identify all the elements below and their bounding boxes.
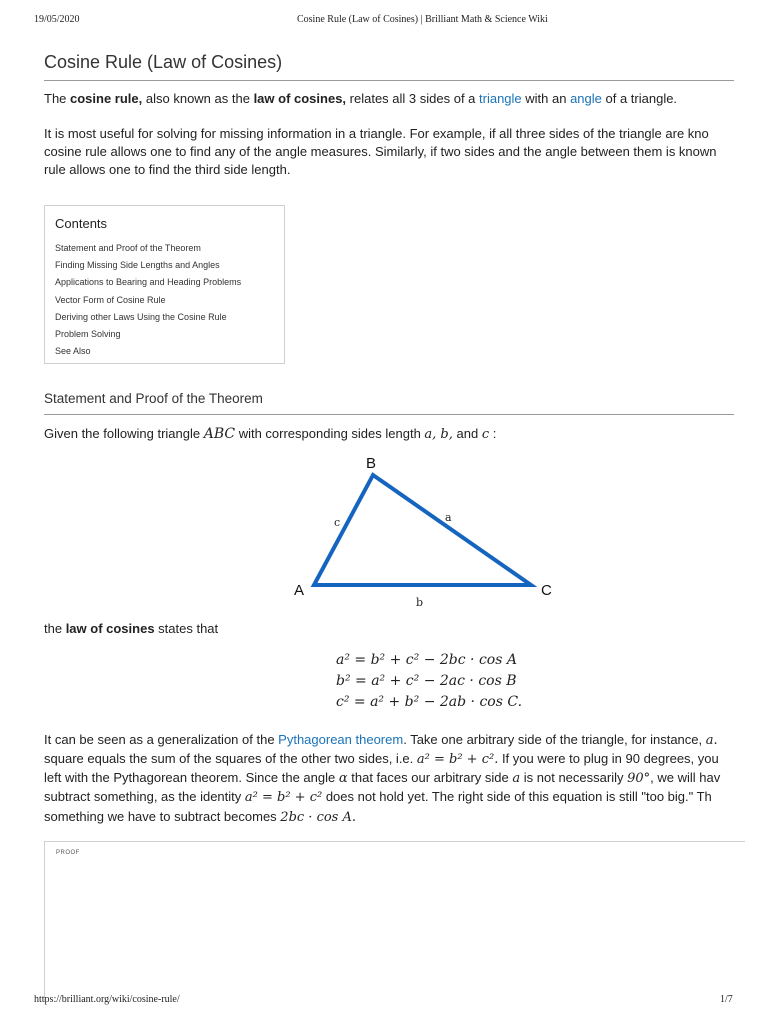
section-heading: Statement and Proof of the Theorem — [44, 391, 263, 406]
pythagorean-theorem-link[interactable]: Pythagorean theorem — [278, 732, 404, 747]
vertex-a-label: A — [294, 582, 305, 599]
usage-paragraph-line1: It is most useful for solving for missing information in a triangle. For example, if all three sides of the triangle are kno — [44, 126, 709, 141]
angle-link[interactable]: angle — [570, 91, 602, 106]
vertex-c-label: C — [541, 582, 552, 599]
contents-item[interactable]: Deriving other Laws Using the Cosine Rule — [55, 311, 227, 322]
contents-item[interactable]: Applications to Bearing and Heading Problems — [55, 277, 242, 288]
side-b-label: b — [416, 596, 424, 609]
proof-label: PROOF — [56, 850, 80, 856]
triangle-link[interactable]: triangle — [479, 91, 522, 106]
equation-c: c² = a² + b² − 2ab · cos C. — [336, 694, 523, 710]
side-c-label: c — [334, 516, 341, 529]
generalization-line3: left with the Pythagorean theorem. Since the angle α that faces our arbitrary side a is not necessarily 90°, we will hav — [44, 770, 721, 786]
print-date: 19/05/2020 — [34, 14, 80, 25]
print-url: https://brilliant.org/wiki/cosine-rule/ — [34, 994, 180, 1005]
law-sentence: the law of cosines states that — [44, 621, 219, 636]
contents-item[interactable]: Finding Missing Side Lengths and Angles — [55, 260, 220, 271]
intro-paragraph: The cosine rule, also known as the law of cosines, relates all 3 sides of a triangle with an angle of a triangle. — [44, 91, 678, 106]
print-page-title: Cosine Rule (Law of Cosines) | Brilliant Math & Science Wiki — [297, 14, 548, 25]
contents-title: Contents — [55, 216, 108, 231]
given-sentence: Given the following triangle ABC with corresponding sides length a, b, and c : — [44, 426, 497, 442]
equation-b: b² = a² + c² − 2ac · cos B — [336, 673, 517, 689]
generalization-line4: subtract something, as the identity a² = b² + c² does not hold yet. The right side of this equation is still "too big." Th — [44, 789, 712, 805]
usage-paragraph-line2: cosine rule allows one to find any of the angle measures. Similarly, if two sides and the angle between them is known — [44, 144, 717, 159]
vertex-b-label: B — [366, 455, 377, 472]
law-of-cosines-equations — [336, 650, 522, 713]
page-title: Cosine Rule (Law of Cosines) — [44, 52, 283, 72]
usage-paragraph-line3: rule allows one to find the third side length. — [44, 162, 291, 177]
equation-a: a² = b² + c² − 2bc · cos A — [336, 652, 517, 668]
side-a-label: a — [445, 511, 452, 524]
proof-box[interactable] — [44, 841, 745, 1002]
generalization-line1: It can be seen as a generalization of the Pythagorean theorem. Take one arbitrary side of the triangle, for instance, a. — [44, 732, 718, 748]
generalization-line2: square equals the sum of the squares of the other two sides, i.e. a² = b² + c². If you were to plug in 90 degrees, you — [44, 751, 719, 767]
contents-item[interactable]: Statement and Proof of the Theorem — [55, 243, 201, 253]
generalization-line5: something we have to subtract becomes 2bc · cos A. — [44, 809, 356, 825]
contents-item[interactable]: Vector Form of Cosine Rule — [55, 294, 166, 305]
triangle-shape — [314, 475, 531, 585]
print-page-number: 1/7 — [720, 994, 733, 1005]
contents-item[interactable]: See Also — [55, 346, 91, 357]
contents-item[interactable]: Problem Solving — [55, 329, 121, 340]
